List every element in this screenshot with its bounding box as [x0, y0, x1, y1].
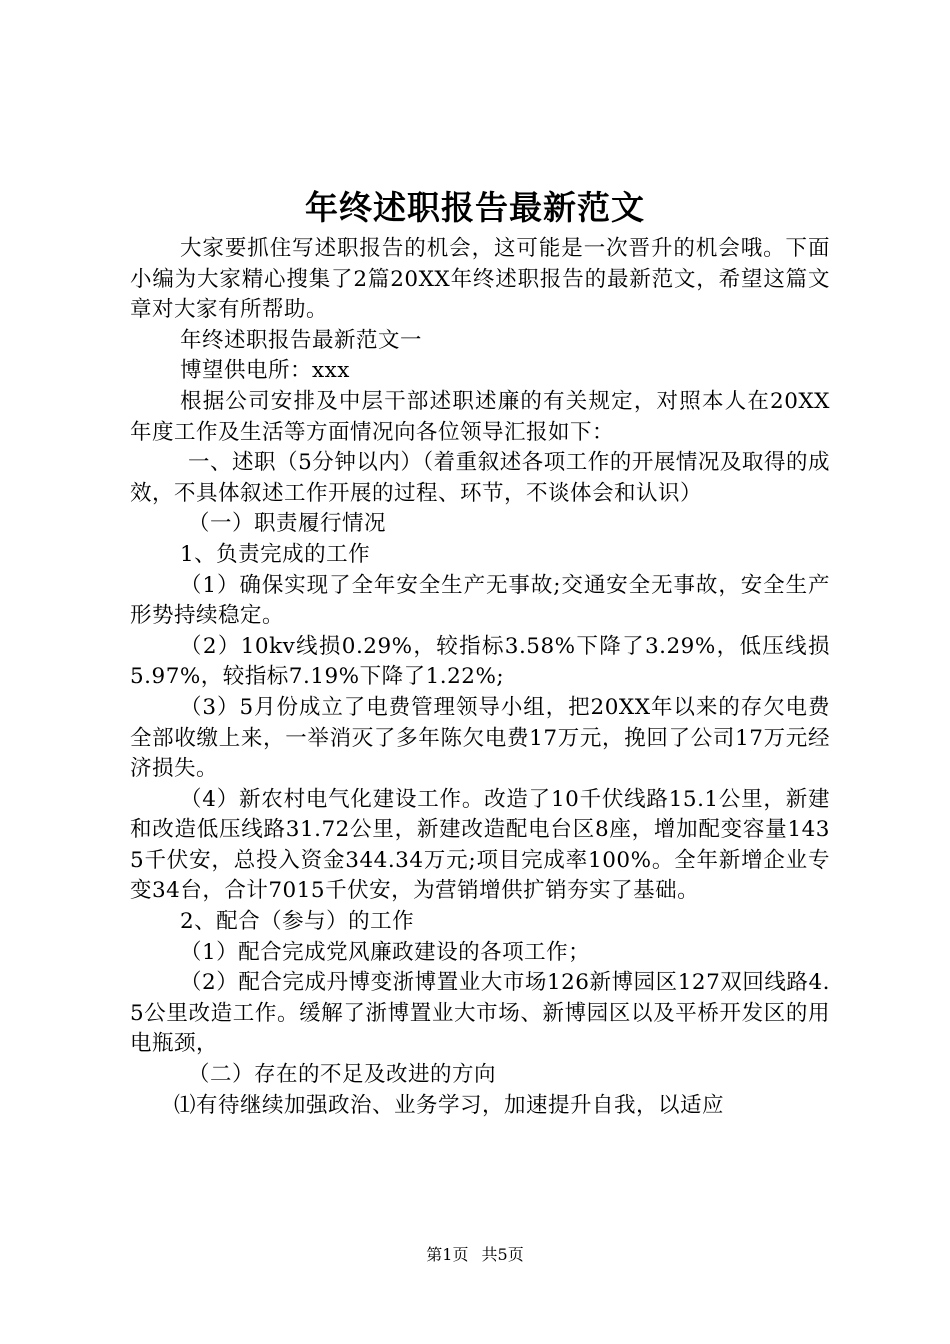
- list-item: （4）新农村电气化建设工作。改造了10千伏线路15.1公里，新建和改造低压线路31.72公里，新建改造配电台区8座，增加配变容量1435千伏安，总投入资金344.34万元;项目完成率100%。全年新增企业专变34台，合计7015千伏安，为营销增供扩销夯实了基础。: [130, 786, 830, 904]
- section-heading: 年终述职报告最新范文一: [180, 327, 423, 353]
- page-number: 第1页: [426, 1245, 469, 1264]
- author-line: 博望供电所：xxx: [180, 358, 350, 384]
- page-footer: [0, 1244, 950, 1266]
- list-item: （1）确保实现了全年安全生产无事故;交通安全无事故，安全生产形势持续稳定。: [130, 572, 830, 629]
- list-item: ⑴有待继续加强政治、业务学习，加速提升自我，以适应: [174, 1092, 725, 1118]
- subsection-heading: （一）职责履行情况: [188, 511, 387, 537]
- list-item: （1）配合完成党风廉政建设的各项工作；: [180, 939, 591, 965]
- list-item: （2）配合完成丹博变浙博置业大市场126新博园区127双回线路4.5公里改造工作。缓解了浙博置业大市场、新博园区以及平桥开发区的用电瓶颈，: [130, 970, 830, 1057]
- list-item: （2）10kv线损0.29%，较指标3.58%下降了3.29%，低压线损5.97%，较指标7.19%下降了1.22%;: [130, 633, 830, 690]
- intro-paragraph: 大家要抓住写述职报告的机会，这可能是一次晋升的机会哦。下面小编为大家精心搜集了2篇20XX年终述职报告的最新范文，希望这篇文章对大家有所帮助。: [130, 236, 830, 323]
- list-item: （3）5月份成立了电费管理领导小组，把20XX年以来的存欠电费全部收缴上来，一举消灭了多年陈欠电费17万元，挽回了公司17万元经济损失。: [130, 694, 830, 782]
- list-heading: 2、配合（参与）的工作: [180, 909, 415, 935]
- document-title: 年终述职报告最新范文: [305, 188, 645, 227]
- list-heading: 1、负责完成的工作: [180, 541, 371, 567]
- subsection-heading: （二）存在的不足及改进的方向: [188, 1062, 497, 1088]
- page-total: 共5页: [481, 1245, 524, 1264]
- document-body: [130, 234, 830, 1121]
- body-paragraph: 一、述职（5分钟以内）（着重叙述各项工作的开展情况及取得的成效，不具体叙述工作开展的过程、环节，不谈体会和认识）: [130, 450, 830, 506]
- body-paragraph: 根据公司安排及中层干部述职述廉的有关规定，对照本人在20XX年度工作及生活等方面情况向各位领导汇报如下：: [130, 388, 830, 445]
